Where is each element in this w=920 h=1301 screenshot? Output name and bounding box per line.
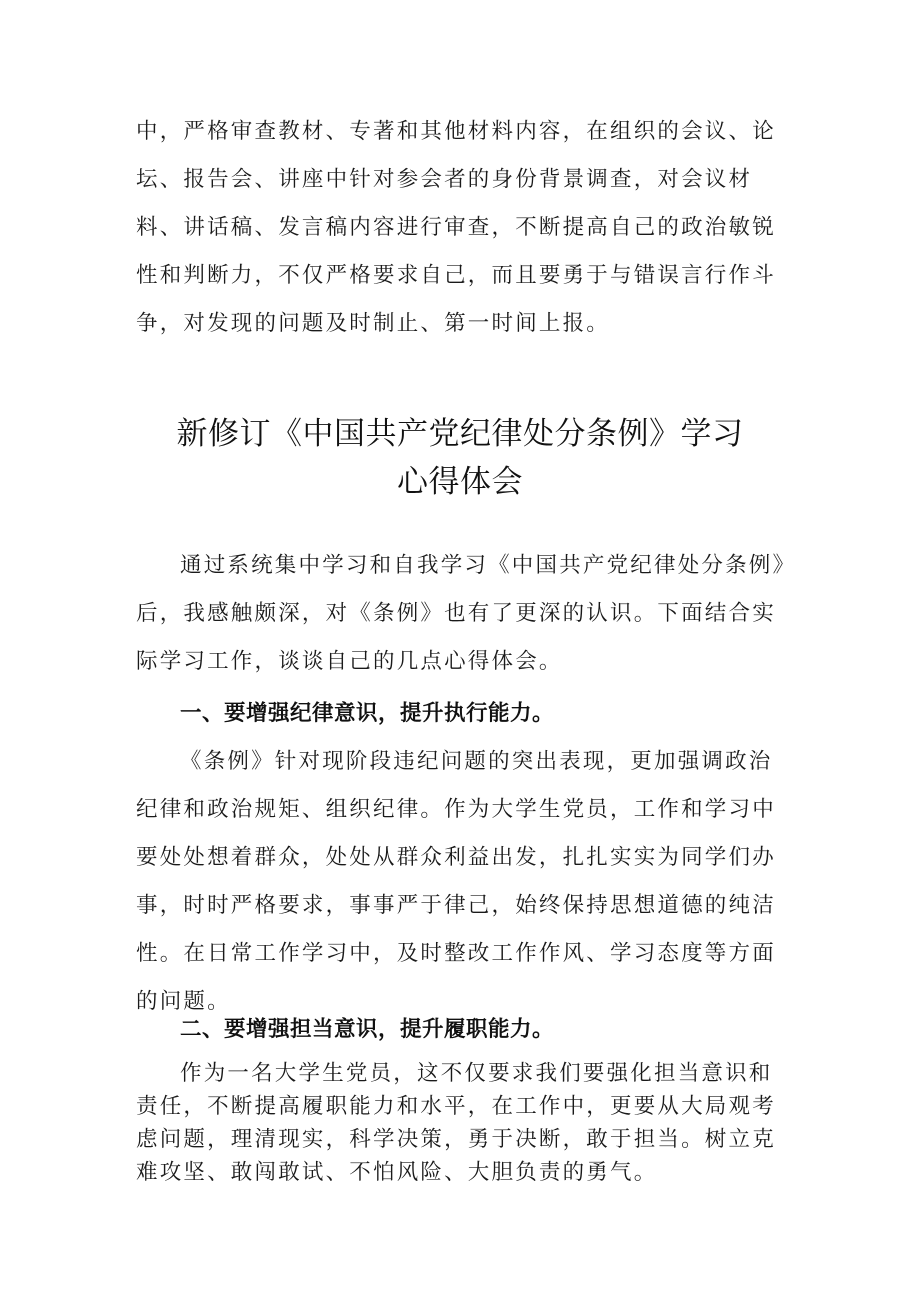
title-line-1: 新修订《中国共产党纪律处分条例》学习: [176, 416, 744, 452]
section-body-1: 《条例》针对现阶段违纪问题的突出表现，更加强调政治纪律和政治规矩、组织纪律。作为大学生党员，工作和学习中要处处想着群众，处处从群众利益出发，扎扎实实为同学们办事，时时严格要求，事事严于律己，始终保持思想道德的纯洁性。在日常工作学习中，及时整改工作作风、学习态度等方面的问题。: [136, 749, 776, 1014]
section-heading-2: 二、要增强担当意识，提升履职能力。: [180, 1017, 555, 1042]
title-line-2: 心得体会: [397, 464, 523, 500]
section-heading-1: 一、要增强纪律意识，提升执行能力。: [180, 701, 555, 726]
document-title: [100, 410, 820, 506]
continued-paragraph: 中，严格审查教材、专著和其他材料内容，在组织的会议、论坛、报告会、讲座中针对参会者的身份背景调查，对会议材料、讲话稿、发言稿内容进行审查，不断提高自己的政治敏锐性和判断力，不仅严格要求自己，而且要勇于与错误言行作斗争，对发现的问题及时制止、第一时间上报。: [136, 119, 776, 336]
section-body-2: 作为一名大学生党员，这不仅要求我们要强化担当意识和责任，不断提高履职能力和水平，在工作中，更要从大局观考虑问题，理清现实，科学决策，勇于决断，敢于担当。树立克难攻坚、敢闯敢试、不怕风险、大胆负责的勇气。: [136, 1061, 776, 1185]
intro-paragraph: 通过系统集中学习和自我学习《中国共产党纪律处分条例》后，我感触颇深，对《条例》也有了更深的认识。下面结合实际学习工作，谈谈自己的几点心得体会。: [136, 553, 786, 674]
